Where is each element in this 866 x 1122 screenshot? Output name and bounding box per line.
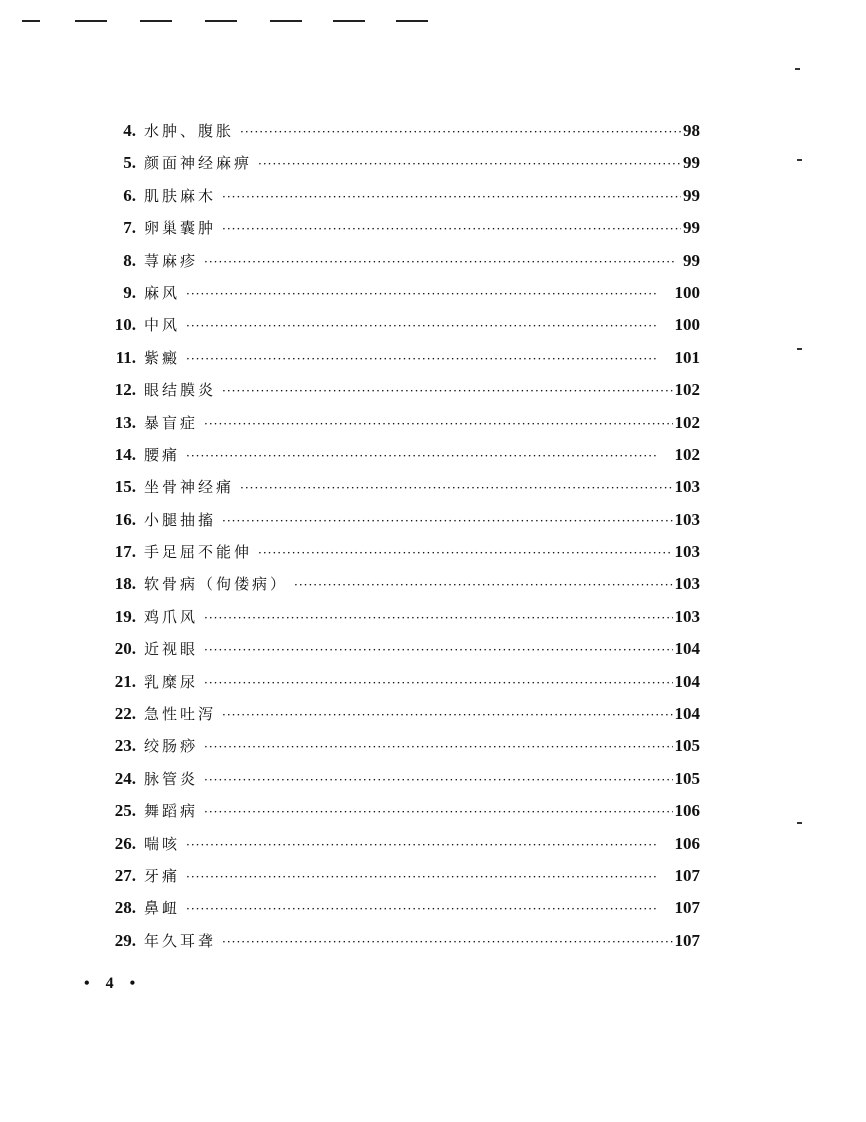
entry-title: 小腿抽搐 <box>144 510 217 529</box>
entry-number: 21. <box>114 671 136 691</box>
entry-page: 103 <box>674 477 700 497</box>
entry-page: 107 <box>674 865 700 885</box>
entry-number: 20. <box>114 639 136 659</box>
entry-title: 软骨病（佝偻病） <box>144 575 289 594</box>
dot-leader <box>204 417 672 431</box>
toc-entry <box>100 897 700 929</box>
entry-page: 103 <box>674 509 700 529</box>
scan-mark <box>797 348 802 350</box>
dot-leader <box>186 287 672 301</box>
entry-title: 绞肠痧 <box>144 737 199 756</box>
entry-number: 22. <box>114 704 136 724</box>
entry-title: 麻风 <box>144 283 181 302</box>
entry-page: 100 <box>674 282 700 302</box>
dot-leader <box>204 740 672 754</box>
dot-leader <box>222 514 672 528</box>
entry-number: 4. <box>123 121 136 140</box>
entry-title: 中风 <box>144 316 181 335</box>
toc-entry <box>100 476 700 508</box>
scan-mark <box>797 822 802 824</box>
entry-page: 105 <box>674 736 700 756</box>
toc-entry <box>100 282 700 314</box>
entry-page: 100 <box>674 315 700 335</box>
toc-entry <box>100 671 700 703</box>
entry-title: 近视眼 <box>144 640 199 659</box>
header-rule <box>22 20 40 22</box>
entry-page: 101 <box>674 347 700 367</box>
table-of-contents <box>100 120 700 962</box>
entry-page: 99 <box>683 185 700 205</box>
header-rule <box>270 20 302 22</box>
header-rule <box>333 20 365 22</box>
dot-leader <box>186 352 672 366</box>
entry-page: 102 <box>674 412 700 432</box>
dot-leader <box>222 708 672 722</box>
entry-number: 13. <box>114 412 136 432</box>
toc-entry <box>100 833 700 865</box>
header-rule <box>140 20 172 22</box>
toc-entry <box>100 800 700 832</box>
toc-entry <box>100 379 700 411</box>
dot-leader <box>240 481 672 495</box>
entry-number: 8. <box>123 250 136 270</box>
dot-leader <box>186 319 672 333</box>
dot-leader <box>186 838 672 852</box>
entry-page: 106 <box>674 801 700 821</box>
entry-number: 29. <box>114 930 136 950</box>
dot-leader <box>186 870 672 884</box>
toc-entry <box>100 509 700 541</box>
toc-entry <box>100 120 700 152</box>
entry-title: 牙痛 <box>144 866 181 885</box>
entry-page: 106 <box>674 833 700 853</box>
toc-entry <box>100 638 700 670</box>
entry-page: 99 <box>683 153 700 173</box>
dot-leader <box>294 578 672 592</box>
entry-page: 105 <box>674 768 700 788</box>
toc-entry <box>100 768 700 800</box>
entry-number: 15. <box>114 477 136 497</box>
entry-number: 14. <box>114 444 136 464</box>
entry-number: 9. <box>123 282 136 302</box>
entry-title: 荨麻疹 <box>144 251 199 270</box>
toc-entry <box>100 152 700 184</box>
dot-leader <box>186 449 672 463</box>
entry-page: 103 <box>674 542 700 562</box>
entry-number: 11. <box>115 347 136 367</box>
entry-number: 27. <box>114 865 136 885</box>
scan-mark <box>795 68 800 70</box>
dot-leader <box>258 157 681 171</box>
entry-title: 鼻衄 <box>144 899 181 918</box>
entry-number: 16. <box>114 509 136 529</box>
entry-number: 7. <box>123 218 136 238</box>
entry-title: 鸡爪风 <box>144 607 199 626</box>
toc-entry <box>100 412 700 444</box>
entry-title: 乳糜尿 <box>144 672 199 691</box>
toc-entry <box>100 930 700 962</box>
dot-leader <box>222 190 681 204</box>
entry-number: 12. <box>114 380 136 400</box>
dot-leader <box>204 643 672 657</box>
toc-entry <box>100 735 700 767</box>
entry-number: 24. <box>114 768 136 788</box>
entry-number: 19. <box>114 606 136 626</box>
entry-title: 急性吐泻 <box>144 705 217 724</box>
entry-title: 颜面神经麻痹 <box>144 154 253 173</box>
entry-title: 紫癜 <box>144 348 181 367</box>
entry-page: 104 <box>674 704 700 724</box>
entry-number: 23. <box>114 736 136 756</box>
entry-title: 年久耳聋 <box>144 931 217 950</box>
entry-page: 107 <box>674 930 700 950</box>
entry-title: 水肿、腹胀 <box>144 122 235 140</box>
entry-page: 102 <box>674 380 700 400</box>
entry-number: 6. <box>123 185 136 205</box>
toc-entry <box>100 185 700 217</box>
header-rule <box>75 20 107 22</box>
entry-number: 26. <box>114 833 136 853</box>
dot-leader <box>186 902 672 916</box>
dot-leader <box>204 255 681 269</box>
dot-leader <box>204 611 672 625</box>
entry-page: 103 <box>674 574 700 594</box>
page-number: • 4 • <box>84 975 142 992</box>
dot-leader <box>222 384 672 398</box>
entry-page: 104 <box>674 639 700 659</box>
header-rule <box>205 20 237 22</box>
dot-leader <box>222 935 672 949</box>
entry-number: 28. <box>114 898 136 918</box>
entry-title: 暴盲症 <box>144 413 199 432</box>
toc-entry <box>100 347 700 379</box>
toc-entry <box>100 541 700 573</box>
toc-entry <box>100 444 700 476</box>
dot-leader <box>240 125 681 139</box>
toc-entry <box>100 250 700 282</box>
dot-leader <box>222 222 681 236</box>
toc-entry <box>100 217 700 249</box>
entry-title: 脉管炎 <box>144 769 199 788</box>
entry-page: 104 <box>674 671 700 691</box>
dot-leader <box>258 546 672 560</box>
scan-mark <box>797 159 802 161</box>
dot-leader <box>204 773 672 787</box>
entry-number: 25. <box>114 801 136 821</box>
entry-page: 107 <box>674 898 700 918</box>
entry-page: 98 <box>683 121 700 140</box>
entry-number: 10. <box>114 315 136 335</box>
toc-entry <box>100 865 700 897</box>
entry-title: 卵巢囊肿 <box>144 219 217 238</box>
header-rule <box>396 20 428 22</box>
entry-title: 眼结膜炎 <box>144 381 217 400</box>
entry-page: 99 <box>683 250 700 270</box>
entry-title: 喘咳 <box>144 834 181 853</box>
entry-title: 手足屈不能伸 <box>144 543 253 562</box>
entry-page: 103 <box>674 606 700 626</box>
entry-title: 坐骨神经痛 <box>144 478 235 497</box>
dot-leader <box>204 676 672 690</box>
toc-entry <box>100 314 700 346</box>
toc-entry <box>100 703 700 735</box>
entry-page: 99 <box>683 218 700 238</box>
toc-entry <box>100 573 700 605</box>
entry-title: 腰痛 <box>144 445 181 464</box>
entry-title: 舞蹈病 <box>144 802 199 821</box>
entry-number: 18. <box>114 574 136 594</box>
entry-page: 102 <box>674 444 700 464</box>
entry-title: 肌肤麻木 <box>144 186 217 205</box>
entry-number: 17. <box>114 542 136 562</box>
toc-entry <box>100 606 700 638</box>
dot-leader <box>204 805 672 819</box>
entry-number: 5. <box>123 153 136 173</box>
